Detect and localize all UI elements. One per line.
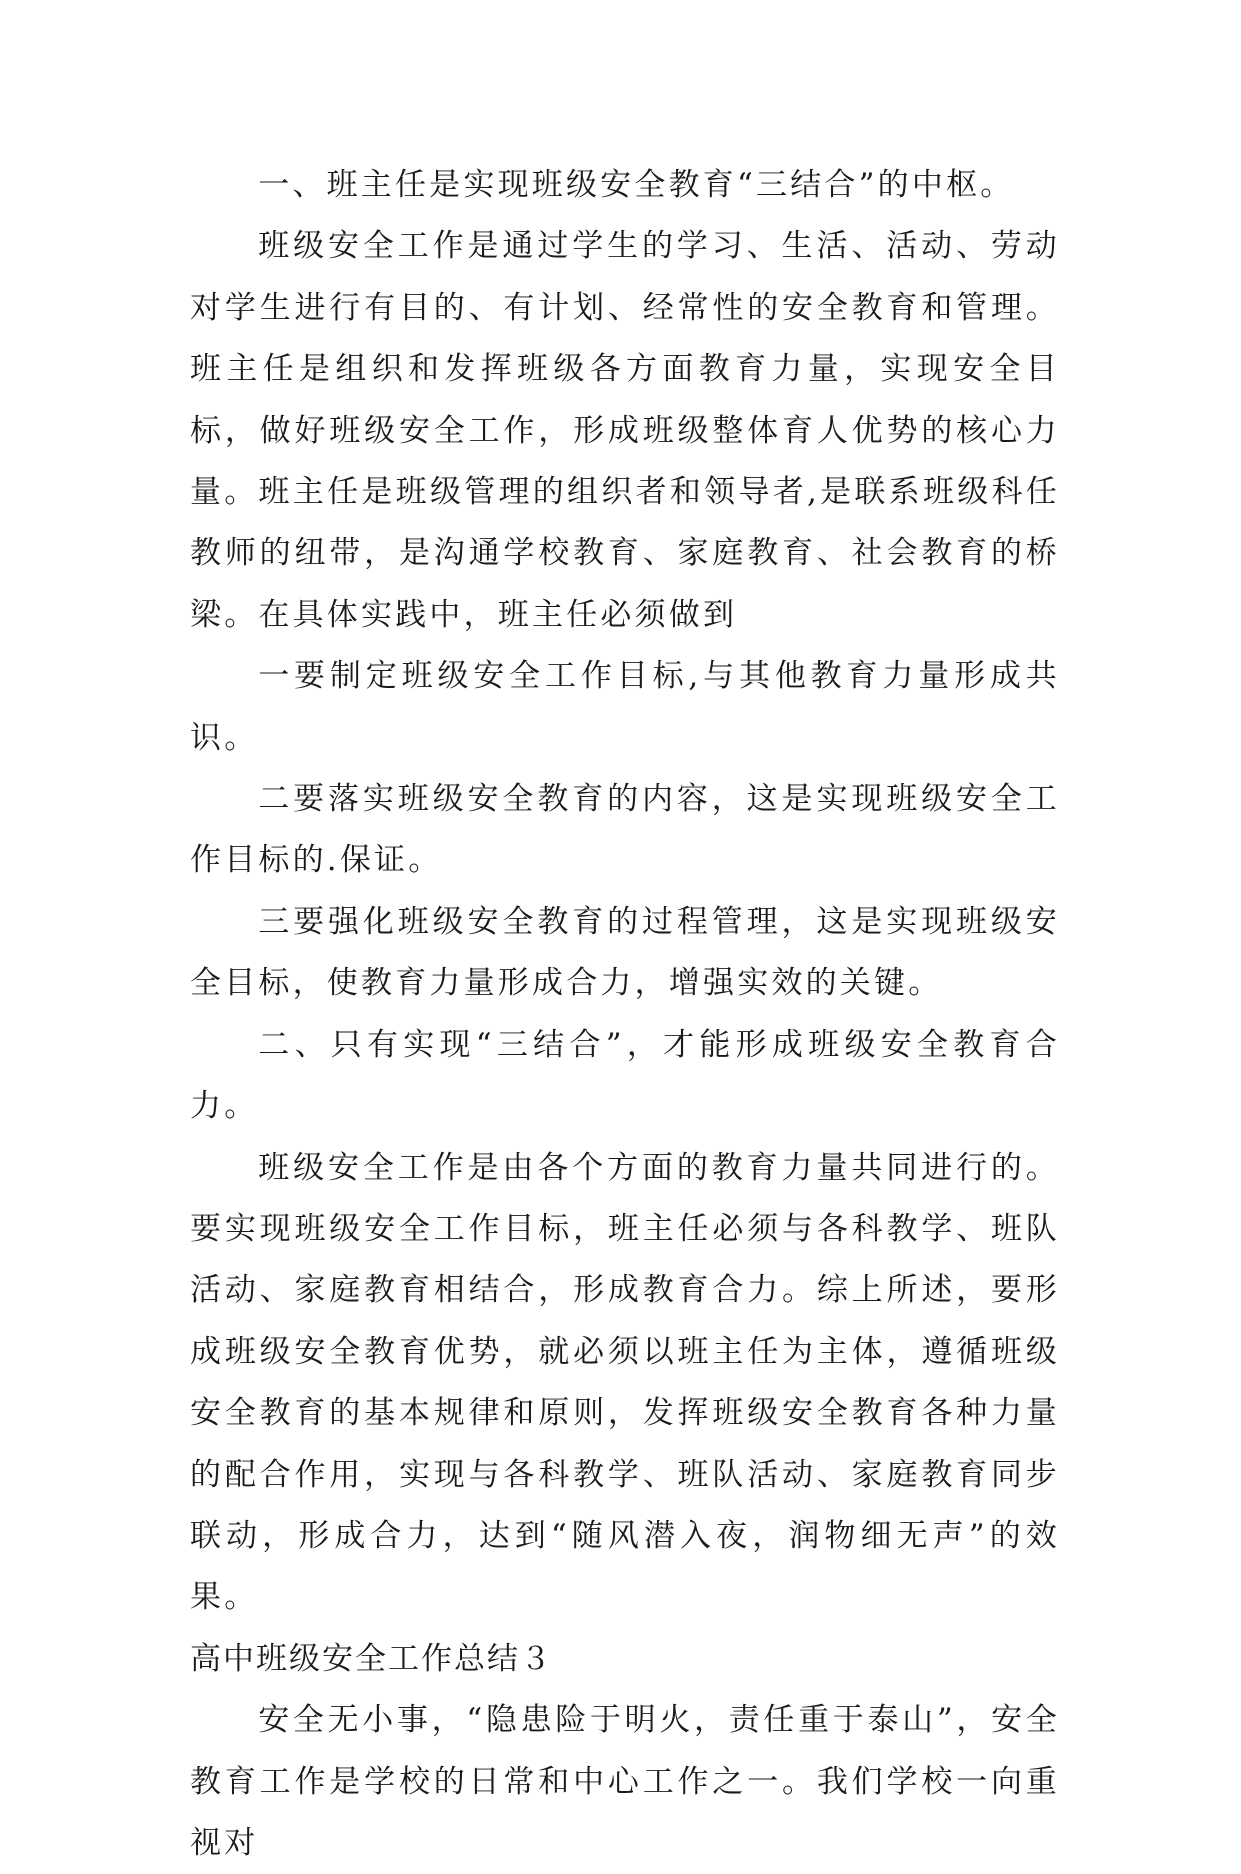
paragraph-point-three: 三要强化班级安全教育的过程管理，这是实现班级安全目标，使教育力量形成合力，增强实效的关键。 xyxy=(190,903,1060,1002)
paragraph-body: 班级安全工作是通过学生的学习、生活、活动、劳动对学生进行有目的、有计划、经常性的安全教育和管理。班主任是组织和发挥班级各方面教育力量，实现安全目标，做好班级安全工作，形成班级整体育人优势的核心力量。班主任是班级管理的组织者和领导者,是联系班级科任教师的纽带，是沟通学校教育、家庭教育、社会教育的桥梁。在具体实践中，班主任必须做到 xyxy=(190,228,1060,633)
paragraph-heading-two: 二、只有实现“三结合”，才能形成班级安全教育合力。 xyxy=(190,1026,1060,1125)
paragraph-point-two: 二要落实班级安全教育的内容，这是实现班级安全工作目标的.保证。 xyxy=(190,781,1060,879)
paragraph-closing: 安全无小事，“隐患险于明火，责任重于泰山”，安全教育工作是学校的日常和中心工作之一。我们学校一向重视对 xyxy=(190,1702,1060,1861)
section-title: 高中班级安全工作总结３ xyxy=(190,1640,553,1677)
paragraph-heading-one: 一、班主任是实现班级安全教育“三结合”的中枢。 xyxy=(258,167,1015,203)
paragraph-body: 班级安全工作是由各个方面的教育力量共同进行的。要实现班级安全工作目标，班主任必须与各科教学、班队活动、家庭教育相结合，形成教育合力。综上所述，要形成班级安全教育优势，就必须以班主任为主体，遵循班级安全教育的基本规律和原则，发挥班级安全教育各种力量的配合作用，实现与各科教学、班队活动、家庭教育同步联动，形成合力，达到“随风潜入夜，润物细无声”的效果。 xyxy=(190,1149,1060,1616)
paragraph-point-one: 一要制定班级安全工作目标,与其他教育力量形成共识。 xyxy=(190,658,1060,756)
document-body xyxy=(190,155,1060,1874)
